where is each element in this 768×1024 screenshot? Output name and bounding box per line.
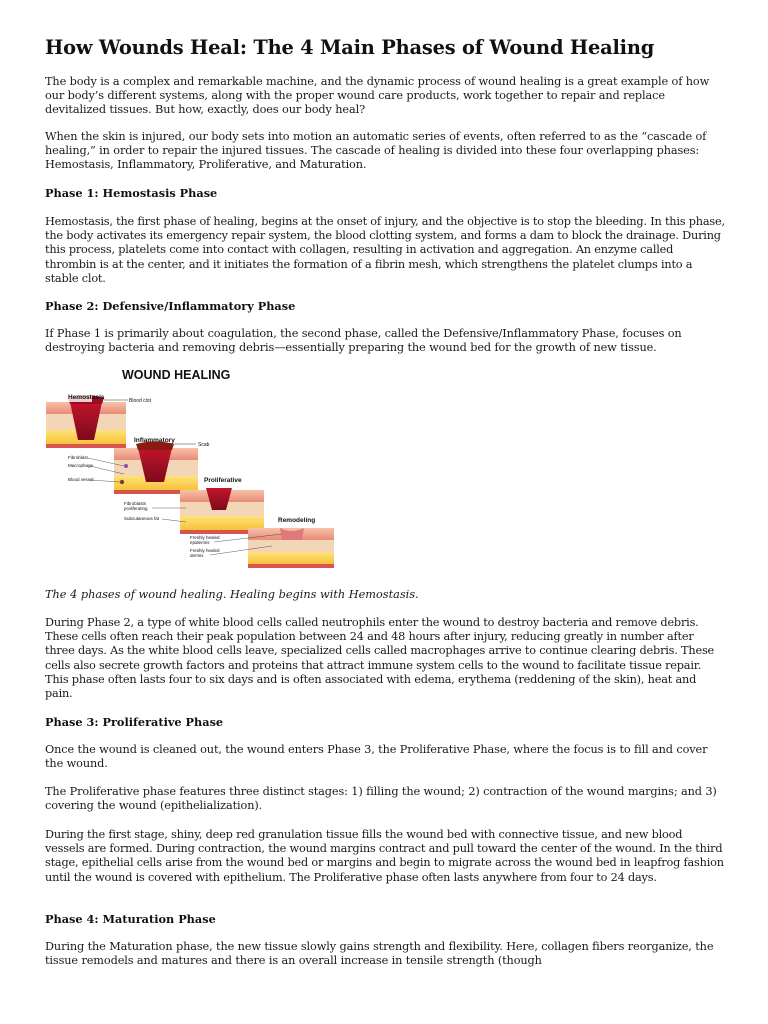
page-title: How Wounds Heal: The 4 Main Phases of Wound Healing — [45, 36, 655, 59]
phase3-heading: Phase 3: Proliferative Phase — [45, 715, 224, 729]
phase2-paragraph-2: During Phase 2, a type of white blood cells called neutrophils enter the wound to destroy bacteria and remove debris. These cells often reach their peak population between 24 and 48 hours after injury, reducing greatly in number after three days. As the white blood cells leave, specialized cells called macrophages arrive to continue clearing debris. These cells also secrete growth factors and proteins that attract immune system cells to the wound to facilitate tissue repair. This phase often lasts four to six days and is often associated with edema, erythema (reddening of the skin), heat and pain. — [45, 616, 715, 701]
label-freshly-healed-epidermis-1: Freshly healed — [190, 535, 220, 540]
label-blood-vessel: Blood vessel — [68, 477, 94, 482]
phase1-heading: Phase 1: Hemostasis Phase — [45, 186, 218, 200]
phase4-paragraph: During the Maturation phase, the new tissue slowly gains strength and flexibility. Here, collagen fibers reorganize, the tissue remodels and matures and there is an overall increase in tensile strength (though — [45, 940, 714, 968]
label-freshly-healed-dermis-2: dermis — [190, 553, 204, 558]
label-freshly-healed-dermis-1: Freshly healed — [190, 548, 220, 553]
inflammatory-diagram — [114, 442, 198, 495]
label-fibroblasts-proliferating-2: proliferating — [124, 506, 148, 511]
label-freshly-healed-epidermis-2: epidermis — [190, 540, 210, 545]
phase3-paragraph-2: The Proliferative phase features three distinct stages: 1) filling the wound; 2) contraction of the wound margins; and 3) covering the wound (epithelialization). — [45, 785, 717, 813]
label-fibroblasts-proliferating-1: Fibroblasts — [124, 501, 147, 506]
phase3-paragraph-1: Once the wound is cleaned out, the wound enters Phase 3, the Proliferative Phase, where the focus is to fill and cover the wound. — [45, 743, 708, 771]
proliferative-diagram — [180, 488, 264, 534]
phase2-heading: Phase 2: Defensive/Inflammatory Phase — [45, 299, 296, 313]
stage-label-inflammatory: Inflammatory — [134, 437, 175, 444]
intro-paragraph-1: The body is a complex and remarkable machine, and the dynamic process of wound healing is a great example of how our body’s different systems, along with the proper wound care products, work together to repair and replace devitalized tissues. But how, exactly, does our body heal? — [45, 75, 710, 117]
figure-title: WOUND HEALING — [122, 368, 231, 382]
stage-label-hemostasis: Hemostasis — [68, 394, 105, 401]
phase2-paragraph-1: If Phase 1 is primarily about coagulation, the second phase, called the Defensive/Inflammatory Phase, focuses on destroying bacteria and removing debris—essentially preparing the wound bed for the growth of new tissue. — [45, 327, 682, 355]
wound-healing-figure — [40, 362, 340, 572]
label-macrophage: Macrophage — [68, 463, 94, 468]
label-subcutaneous-fat: Subcutaneous fat — [124, 516, 160, 521]
intro-paragraph-2: When the skin is injured, our body sets into motion an automatic series of events, often referred to as the “cascade of healing,” in order to repair the injured tissues. The cascade of healing is divided into these four overlapping phases: Hemostasis, Inflammatory, Proliferative, and Maturation. — [45, 130, 707, 172]
figure-caption: The 4 phases of wound healing. Healing begins with Hemostasis. — [45, 588, 419, 601]
remodeling-diagram — [248, 528, 334, 568]
stage-label-proliferative: Proliferative — [204, 477, 242, 484]
stage-label-remodeling: Remodeling — [278, 517, 316, 524]
phase3-paragraph-3: During the first stage, shiny, deep red granulation tissue fills the wound bed with connective tissue, and new blood vessels are formed. During contraction, the wound margins contract and pull toward the center of the wound. In the third stage, epithelial cells arise from the wound bed or margins and begin to migrate across the wound bed in leapfrog fashion until the wound is covered with epithelium. The Proliferative phase often lasts anywhere from four to 24 days. — [45, 828, 724, 884]
phase4-heading: Phase 4: Maturation Phase — [45, 912, 216, 926]
label-fibroblast: Fibroblast — [68, 455, 88, 460]
label-blood-clot: Blood clot — [129, 398, 151, 404]
phase1-paragraph: Hemostasis, the first phase of healing, begins at the onset of injury, and the objective is to stop the bleeding. In this phase, the body activates its emergency repair system, the blood clotting system, and forms a dam to block the drainage. During this process, platelets come into contact with collagen, resulting in activation and aggregation. An enzyme called thrombin is at the center, and it initiates the formation of a fibrin mesh, which strengthens the platelet clumps into a stable clot. — [45, 215, 725, 285]
label-scab: Scab — [198, 442, 210, 448]
